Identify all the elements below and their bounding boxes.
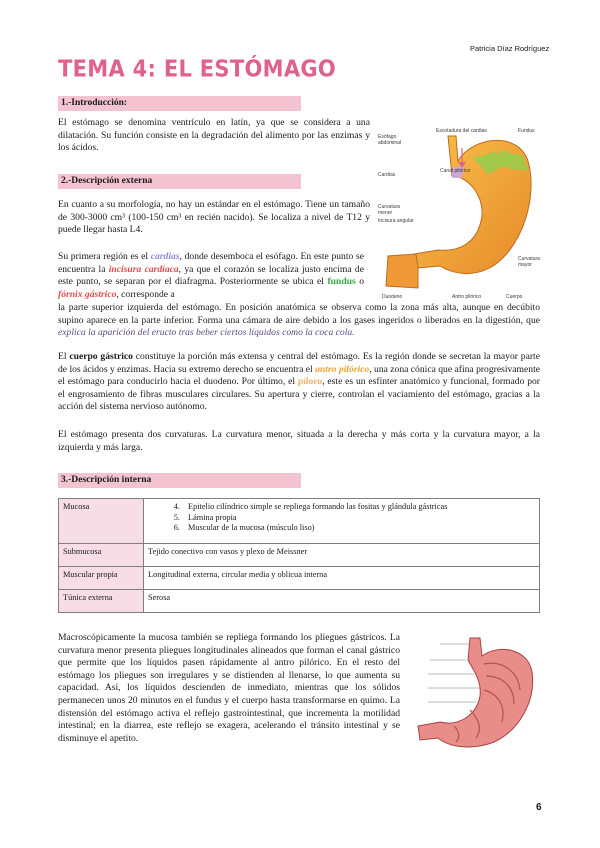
stomach-internal-figure (410, 630, 540, 760)
layer-desc (144, 499, 540, 544)
table-row (59, 590, 540, 613)
external-paragraph-2-bottom: la parte superior izquierda del estómago. En posición anatómica se observa como la zona más alta, aunque en decúbito supino aparece en la parte inferior. Forma una cámara de aire debido a los gases ingeridos o liberados en la digestión, que explica la aparición del eructo tras beber ciertos líquidos como la coca cola. (58, 302, 540, 339)
layer-name: Túnica externa (59, 590, 144, 613)
section-heading-internal: 3.-Descripción interna (58, 473, 301, 488)
external-paragraph-4: El estómago presenta dos curvaturas. La curvatura menor, situada a la derecha y más corta y la curvatura mayor, a la izquierda y más larga. (58, 429, 540, 453)
layer-desc: Tejido conectivo con vasos y plexo de Meissner (144, 544, 540, 567)
figure-label-escotadura: Escotadura del cardias (436, 128, 487, 134)
term-cuerpo-gastrico: cuerpo gástrico (69, 351, 133, 362)
list-item: 4. Epitelio cilíndrico simple se repliega formando las fositas y glándula gástricas (182, 502, 535, 513)
section-heading-intro: 1.-Introducción: (58, 96, 301, 111)
layer-name: Submucosa (59, 544, 144, 567)
figure-label-incisura: Incisura angular (378, 218, 414, 224)
figure-label-cuerpo: Cuerpo (506, 294, 523, 300)
external-paragraph-1: En cuanto a su morfología, no hay un estándar en el estómago. Tiene un tamaño de 300-3000 cm³ (100-150 cm³ en recién nacido). Se localiza a nivel de T12 y puede llegar hasta L4. (58, 199, 370, 236)
list-item: 5. Lámina propia (182, 513, 535, 524)
page-title: TEMA 4: EL ESTÓMAGO (58, 56, 337, 82)
figure-label-curvatura-mayor: Curvatura mayor (518, 256, 540, 268)
figure-label-curvatura-menor: Curvatura menor (378, 204, 400, 216)
layer-desc: Serosa (144, 590, 540, 613)
author-name: Patricia Díaz Rodríguez (470, 44, 550, 53)
figure-label-canal: Canal pilórico (440, 168, 471, 174)
layer-desc: Longitudinal externa, circular media y oblicua interna (144, 567, 540, 590)
external-paragraph-3: El cuerpo gástrico constituye la porción más extensa y central del estómago. Es la región donde se secretan la mayor parte de los ácidos y enzimas. Hacia su extremo derecho se encuentra el antro pilórico, una zona cónica que afina progresivamente el estómago para conducirlo hacia el duodeno. Por último, el píloro, este es un esfínter anatómico y funcional, formado por el engrosamiento de fibras musculares circulares. Su apertura y cierre, controlan el vaciamiento del estómago, gracias a la acción del sistema nervioso autónomo. (58, 351, 541, 413)
term-fundus: fundus (327, 276, 356, 288)
layer-name: Mucosa (59, 499, 144, 544)
intro-paragraph: El estómago se denomina ventrículo en latín, ya que se considera a una dilatación. Su función consiste en la degradación del alimento por las enzimas y los ácidos. (58, 117, 370, 154)
page-number: 6 (536, 802, 542, 813)
table-row (59, 544, 540, 567)
figure-label-duodeno: Duodeno (382, 294, 403, 300)
term-antro-pilorico: antro pilórico (315, 363, 370, 375)
figure-label-antro: Antro pilórico (452, 294, 482, 300)
internal-paragraph: Macroscópicamente la mucosa también se repliega formando los pliegues gástricos. La curvatura menor presenta pliegues longitudinales alineados que forman el canal gástrico que permite que los líquidos pasen rápidamente al antro pilórico. En el resto del estómago los pliegues son irregulares y se distienden al llenarse, lo que aumenta su capacidad. Así, los líquidos descienden de inmediato, mientras que los sólidos permanecen unos 20 minutos en el fundus y el cuerpo hasta transformarse en quimo. La distensión del estómago activa el reflejo gastrointestinal, que incrementa la motilidad intestinal; en la diarrea, este reflejo se exagera, acelerando el tránsito intestinal y se disminuye el apetito. (58, 632, 400, 744)
list-item: 6. Muscular de la mucosa (músculo liso) (182, 523, 535, 534)
section-heading-external: 2.-Descripción externa (58, 174, 301, 189)
eructo-note: explica la aparición del eructo tras beber ciertos líquidos como la coca cola. (58, 327, 355, 339)
wall-layers-table (58, 498, 540, 613)
figure-label-esofago: Esófago abdominal (378, 134, 402, 146)
external-paragraph-2-top: Su primera región es el cardias, donde desemboca el esófago. En este punto se encuentra la incisura cardíaca, ya que el corazón se localiza justo encima de este punto, se separan por el diafragma. Posteriormente se ubica el fundus o fórnix gástrico, corresponde a (58, 251, 365, 300)
term-cardias: cardias (150, 251, 180, 262)
stomach-mucosa-illustration (410, 630, 540, 760)
table-row (59, 567, 540, 590)
term-piloro: píloro (297, 376, 323, 388)
term-fornix-gastrico: fórnix gástrico (58, 288, 117, 300)
stomach-external-figure (378, 116, 548, 304)
figure-label-cardias: Cardias (378, 172, 396, 178)
term-incisura-cardiaca: incisura cardíaca (108, 263, 179, 275)
layer-name: Muscular propia (59, 567, 144, 590)
table-row (59, 499, 540, 544)
figure-label-fundus: Fundus (518, 128, 535, 134)
